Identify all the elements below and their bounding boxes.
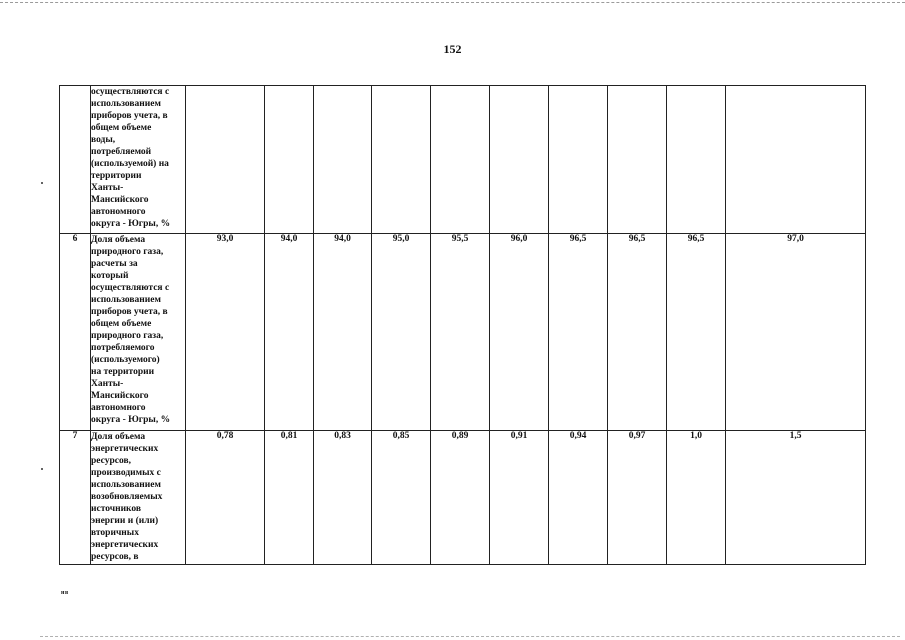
value-cell: 96,5 [608,234,667,431]
row-number: 7 [60,431,91,565]
margin-dot [41,182,43,184]
value-cell: 0,81 [265,431,314,565]
value-cell: 96,5 [667,234,726,431]
value-cell: 96,0 [490,234,549,431]
table-row [60,234,866,431]
value-cell: 0,94 [549,431,608,565]
value-cell: 95,5 [431,234,490,431]
value-cell [431,86,490,234]
row-number [60,86,91,234]
value-cell: 95,0 [372,234,431,431]
value-cell: 0,78 [186,431,265,565]
value-cell: 93,0 [186,234,265,431]
scan-edge-bottom [40,636,900,637]
row-number: 6 [60,234,91,431]
value-cell [314,86,372,234]
value-cell: 1,5 [726,431,866,565]
indicator-description: Доля объема природного газа, расчеты за который осуществляются с использованием приборов учета, в общем объеме природного газа, потребляемого (используемого) на территории Ханты- Мансийского автономного округа - Югры, % [91,234,186,431]
indicator-table [59,85,866,565]
value-cell: 0,97 [608,431,667,565]
value-cell [372,86,431,234]
value-cell [726,86,866,234]
indicator-description: осуществляются с использованием приборов учета, в общем объеме воды, потребляемой (используемой) на территории Ханты- Мансийского автономного округа - Югры, % [91,86,186,234]
margin-dot [41,468,43,470]
indicator-description: Доля объема энергетических ресурсов, производимых с использованием возобновляемых источников энергии и (или) вторичных энергетических ресурсов, в [91,431,186,565]
value-cell [186,86,265,234]
value-cell [490,86,549,234]
scan-edge-top [0,2,905,3]
value-cell: 1,0 [667,431,726,565]
table-row [60,431,866,565]
value-cell [265,86,314,234]
value-cell [549,86,608,234]
value-cell: 0,85 [372,431,431,565]
value-cell: 0,89 [431,431,490,565]
value-cell [667,86,726,234]
value-cell: 0,83 [314,431,372,565]
value-cell: 94,0 [265,234,314,431]
value-cell: 97,0 [726,234,866,431]
value-cell [608,86,667,234]
value-cell: 0,91 [490,431,549,565]
value-cell: 96,5 [549,234,608,431]
page-number: 152 [443,42,462,56]
value-cell: 94,0 [314,234,372,431]
table-row [60,86,866,234]
footer-mark: нв [61,590,69,596]
